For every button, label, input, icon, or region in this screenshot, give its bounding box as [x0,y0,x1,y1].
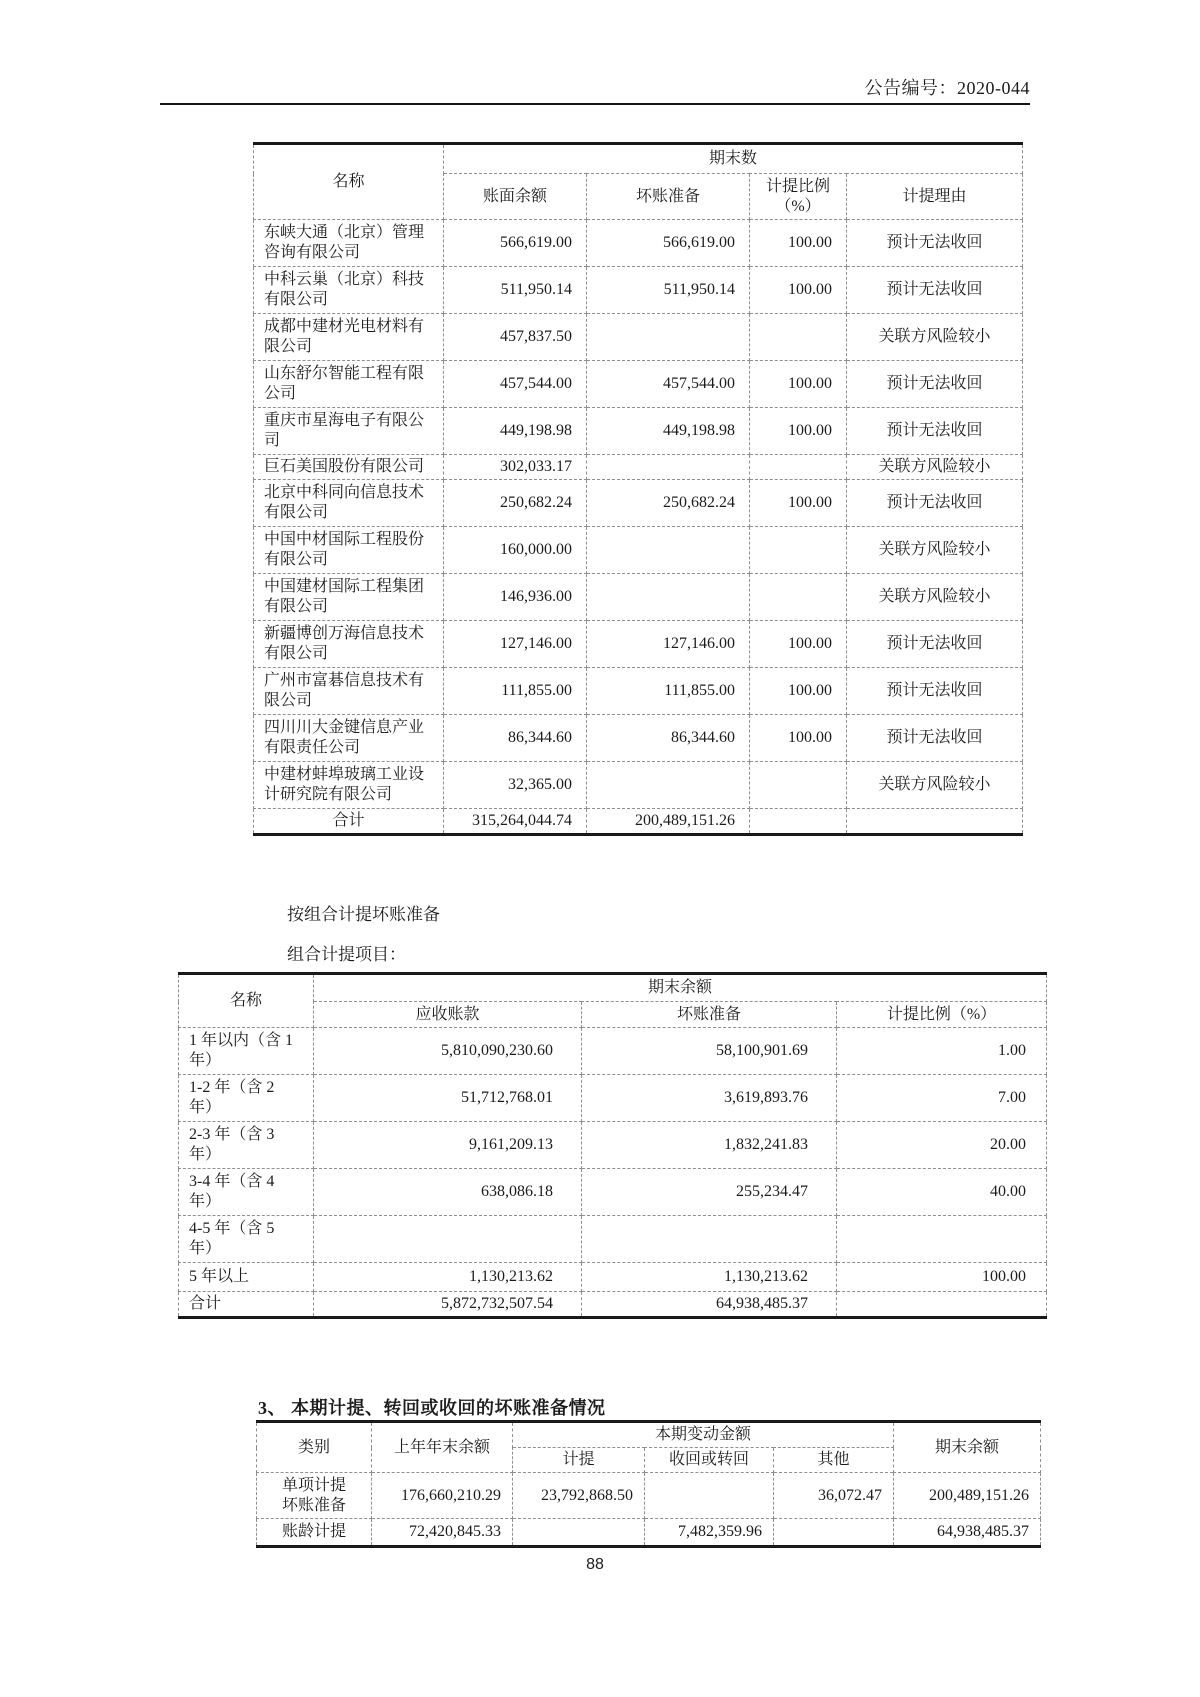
cell-provision: 111,855.00 [587,668,750,715]
cell-empty [837,1292,1047,1318]
cell-total-provision: 200,489,151.26 [587,809,750,835]
cell-reason: 关联方风险较小 [847,314,1023,361]
cell-provision [587,762,750,809]
portfolio-provision-note: 按组合计提坏账准备 [287,905,440,924]
table-row [254,668,1023,715]
table-row [254,220,1023,267]
cell-book-balance: 511,950.14 [444,267,587,314]
cell-provision: 1,832,241.83 [582,1122,837,1169]
table-row [254,527,1023,574]
col-header-period-end: 期末数 [444,144,1023,174]
col-header-current-change: 本期变动金额 [513,1422,894,1448]
cell-provision [587,455,750,480]
table-header-row [179,974,1047,1002]
cell-prev-year: 176,660,210.29 [372,1473,513,1519]
cell-reason: 预计无法收回 [847,361,1023,408]
cell-ratio [750,762,847,809]
cell-provision [587,527,750,574]
cell-ratio: 100.00 [750,408,847,455]
cell-reason: 预计无法收回 [847,715,1023,762]
cell-provision: 1,130,213.62 [582,1263,837,1292]
cell-reason: 关联方风险较小 [847,574,1023,621]
cell-ratio: 100.00 [750,668,847,715]
cell-book-balance: 111,855.00 [444,668,587,715]
table-header-row [257,1422,1041,1448]
col-header-period-end-balance: 期末余额 [314,974,1047,1002]
cell-receivables: 1,130,213.62 [314,1263,582,1292]
cell-ratio: 1.00 [837,1028,1047,1075]
cell-book-balance: 457,837.50 [444,314,587,361]
col-header-accrual: 计提 [513,1448,645,1473]
cell-book-balance: 457,544.00 [444,361,587,408]
cell-ratio: 100.00 [837,1263,1047,1292]
col-header-ratio: 计提比例（%） [837,1002,1047,1028]
table-total-row [179,1292,1047,1318]
cell-reason: 关联方风险较小 [847,455,1023,480]
cell-total-label: 合计 [179,1292,314,1318]
cell-company-name: 成都中建材光电材料有限公司 [254,314,444,361]
cell-provision: 255,234.47 [582,1169,837,1216]
cell-company-name: 中国建材国际工程集团有限公司 [254,574,444,621]
cell-ratio: 100.00 [750,220,847,267]
cell-company-name: 中建材蚌埠玻璃工业设计研究院有限公司 [254,762,444,809]
cell-aging: 2-3 年（含 3 年） [179,1122,314,1169]
cell-total-book-balance: 315,264,044.74 [444,809,587,835]
col-header-name: 名称 [179,974,314,1028]
table-row [179,1216,1047,1263]
aging-portfolio-table [178,972,1047,1319]
cell-ratio [750,527,847,574]
cell-company-name: 中科云巢（北京）科技有限公司 [254,267,444,314]
cell-book-balance: 32,365.00 [444,762,587,809]
cell-ratio: 40.00 [837,1169,1047,1216]
cell-category: 单项计提坏账准备 [257,1473,372,1519]
cell-ratio: 7.00 [837,1075,1047,1122]
table-row [254,408,1023,455]
cell-ratio: 100.00 [750,361,847,408]
cell-company-name: 中国中材国际工程股份有限公司 [254,527,444,574]
cell-aging: 4-5 年（含 5 年） [179,1216,314,1263]
cell-book-balance: 449,198.98 [444,408,587,455]
cell-receivables: 5,810,090,230.60 [314,1028,582,1075]
page-number: 88 [586,1556,604,1573]
table-row [254,762,1023,809]
cell-recovered: 7,482,359.96 [645,1519,774,1547]
cell-provision [587,314,750,361]
table-row [179,1028,1047,1075]
cell-provision: 457,544.00 [587,361,750,408]
section-3-heading: 3、 本期计提、转回或收回的坏账准备情况 [258,1398,606,1418]
cell-ratio: 100.00 [750,480,847,527]
col-header-book-balance: 账面余额 [444,174,587,220]
cell-reason: 预计无法收回 [847,408,1023,455]
cell-ratio: 100.00 [750,621,847,668]
cell-reason: 关联方风险较小 [847,527,1023,574]
col-header-recovered: 收回或转回 [645,1448,774,1473]
cell-reason: 关联方风险较小 [847,762,1023,809]
cell-ratio [750,574,847,621]
cell-reason: 预计无法收回 [847,267,1023,314]
cell-empty [750,809,847,835]
col-header-ratio: 计提比例（%） [750,174,847,220]
cell-aging: 3-4 年（含 4 年） [179,1169,314,1216]
cell-ratio [750,314,847,361]
cell-total-receivables: 5,872,732,507.54 [314,1292,582,1318]
portfolio-items-label: 组合计提项目： [287,945,406,964]
col-header-provision: 坏账准备 [582,1002,837,1028]
cell-company-name: 重庆市星海电子有限公司 [254,408,444,455]
cell-accrual [513,1519,645,1547]
cell-ratio [750,455,847,480]
cell-total-provision: 64,938,485.37 [582,1292,837,1318]
cell-ending: 200,489,151.26 [894,1473,1041,1519]
cell-ratio: 100.00 [750,715,847,762]
cell-book-balance: 302,033.17 [444,455,587,480]
table-row [257,1519,1041,1547]
provision-change-table [256,1420,1041,1548]
col-header-provision: 坏账准备 [587,174,750,220]
cell-ratio: 20.00 [837,1122,1047,1169]
announcement-number: 公告编号：2020-044 [864,78,1030,98]
cell-ratio: 100.00 [750,267,847,314]
cell-aging: 1 年以内（含 1 年） [179,1028,314,1075]
cell-book-balance: 566,619.00 [444,220,587,267]
cell-provision: 58,100,901.69 [582,1028,837,1075]
cell-provision: 250,682.24 [587,480,750,527]
cell-accrual: 23,792,868.50 [513,1473,645,1519]
table-row [254,361,1023,408]
cell-provision: 86,344.60 [587,715,750,762]
table-row [257,1473,1041,1519]
bad-debt-individual-table [253,142,1023,836]
col-header-other: 其他 [774,1448,894,1473]
cell-book-balance: 146,936.00 [444,574,587,621]
table-row [179,1122,1047,1169]
cell-aging: 1-2 年（含 2 年） [179,1075,314,1122]
table-row [179,1263,1047,1292]
table-row [254,621,1023,668]
cell-empty [847,809,1023,835]
cell-prev-year: 72,420,845.33 [372,1519,513,1547]
table-row [254,267,1023,314]
cell-receivables: 51,712,768.01 [314,1075,582,1122]
cell-company-name: 北京中科同向信息技术有限公司 [254,480,444,527]
cell-aging: 5 年以上 [179,1263,314,1292]
cell-receivables: 638,086.18 [314,1169,582,1216]
table-row [254,574,1023,621]
table-row [179,1169,1047,1216]
cell-total-label: 合计 [254,809,444,835]
cell-reason: 预计无法收回 [847,220,1023,267]
cell-recovered [645,1473,774,1519]
cell-reason: 预计无法收回 [847,668,1023,715]
table-row [254,480,1023,527]
cell-other: 36,072.47 [774,1473,894,1519]
cell-category: 账龄计提 [257,1519,372,1547]
table-row [179,1075,1047,1122]
cell-book-balance: 86,344.60 [444,715,587,762]
col-header-receivables: 应收账款 [314,1002,582,1028]
table-row [254,455,1023,480]
cell-company-name: 山东舒尔智能工程有限公司 [254,361,444,408]
cell-reason: 预计无法收回 [847,621,1023,668]
cell-receivables [314,1216,582,1263]
cell-other [774,1519,894,1547]
cell-provision [587,574,750,621]
cell-provision: 511,950.14 [587,267,750,314]
col-header-period-end-balance: 期末余额 [894,1422,1041,1473]
table-header-row [254,144,1023,174]
table-row [254,314,1023,361]
cell-provision: 127,146.00 [587,621,750,668]
col-header-prev-year-end: 上年年末余额 [372,1422,513,1473]
cell-ending: 64,938,485.37 [894,1519,1041,1547]
cell-company-name: 新疆博创万海信息技术有限公司 [254,621,444,668]
col-header-reason: 计提理由 [847,174,1023,220]
cell-provision: 3,619,893.76 [582,1075,837,1122]
table-row [254,715,1023,762]
cell-provision [582,1216,837,1263]
table-total-row [254,809,1023,835]
cell-receivables: 9,161,209.13 [314,1122,582,1169]
col-header-category: 类别 [257,1422,372,1473]
cell-book-balance: 160,000.00 [444,527,587,574]
cell-provision: 449,198.98 [587,408,750,455]
cell-ratio [837,1216,1047,1263]
cell-company-name: 四川川大金键信息产业有限责任公司 [254,715,444,762]
cell-company-name: 巨石美国股份有限公司 [254,455,444,480]
cell-book-balance: 250,682.24 [444,480,587,527]
cell-reason: 预计无法收回 [847,480,1023,527]
cell-book-balance: 127,146.00 [444,621,587,668]
cell-provision: 566,619.00 [587,220,750,267]
col-header-name: 名称 [254,144,444,220]
cell-company-name: 广州市富碁信息技术有限公司 [254,668,444,715]
cell-company-name: 东峡大通（北京）管理咨询有限公司 [254,220,444,267]
header-rule [160,103,1030,105]
